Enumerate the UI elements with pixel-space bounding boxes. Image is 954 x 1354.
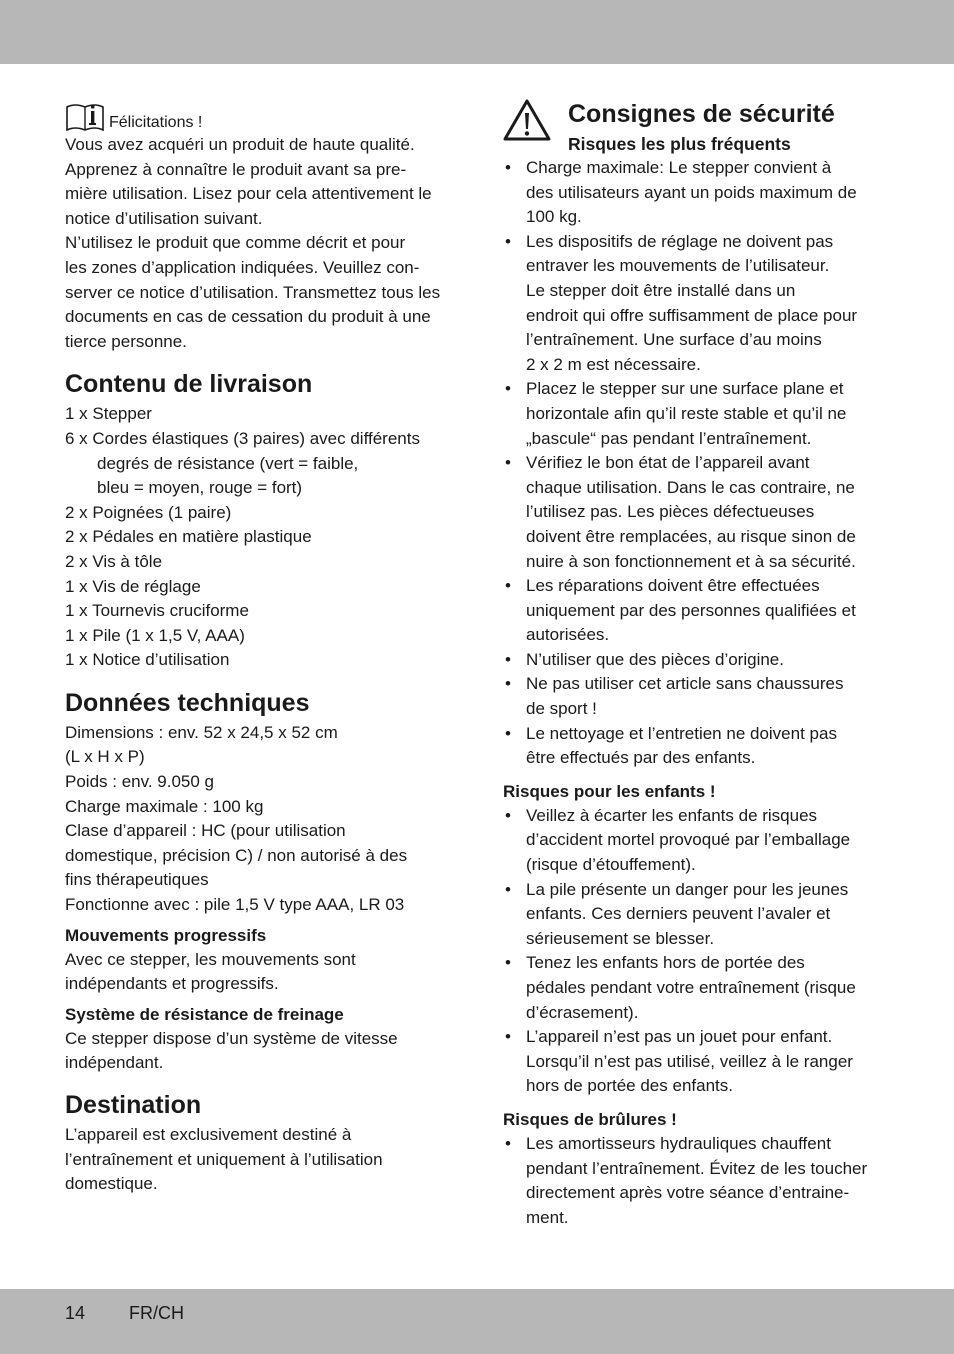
item-line: • L’appareil n’est pas un jouet pour enfant.: [526, 1027, 833, 1047]
list-item: 2 x Pédales en matière plastique: [65, 527, 312, 547]
tech-data-heading: Données techniques: [65, 688, 310, 717]
tech-line: Clase d’appareil : HC (pour utilisation: [65, 821, 346, 841]
right-column: [503, 97, 898, 1230]
list-item: 1 x Tournevis cruciforme: [65, 601, 249, 621]
list-item: 2 x Poignées (1 paire): [65, 502, 232, 522]
list-item: [503, 672, 898, 721]
list-item: bleu = moyen, rouge = fort): [97, 478, 303, 498]
item-line: endroit qui offre suffisamment de place pour: [526, 305, 858, 325]
intro-line: tierce personne.: [65, 331, 187, 351]
item-line: (risque d’étouffement).: [526, 855, 696, 875]
item-line: sérieusement se blesser.: [526, 928, 715, 948]
tech-line: Poids : env. 9.050 g: [65, 772, 215, 792]
frequent-risks-list: [503, 156, 898, 771]
item-line: l’entraînement. Une surface d’au moins: [526, 330, 822, 350]
safety-header: [503, 97, 898, 156]
list-item: degrés de résistance (vert = faible,: [97, 453, 359, 473]
item-line: de sport !: [526, 699, 597, 719]
item-line: • Les réparations doivent être effectuées: [526, 576, 820, 596]
list-item: 1 x Pile (1 x 1,5 V, AAA): [65, 625, 245, 645]
item-line: • La pile présente un danger pour les jeunes: [526, 879, 849, 899]
intro-line: documents en cas de cessation du produit à une: [65, 307, 431, 327]
children-risks-list: [503, 804, 898, 1099]
item-line: doivent être remplacées, au risque sinon de: [526, 526, 856, 546]
item-line: • Tenez les enfants hors de portée des: [526, 953, 805, 973]
item-line: des utilisateurs ayant un poids maximum de: [526, 182, 857, 202]
item-line: • Les amortisseurs hydrauliques chauffent: [526, 1133, 831, 1153]
item-line: horizontale afin qu’il reste stable et qu’il ne: [526, 403, 847, 423]
burns-risks-heading: Risques de brûlures !: [503, 1109, 677, 1129]
item-line: l’utilisez pas. Les pièces défectueuses: [526, 502, 815, 522]
item-line: uniquement par des personnes qualifiées et: [526, 600, 856, 620]
left-column: [65, 97, 455, 1197]
header-bar: [0, 0, 954, 64]
list-item: [503, 804, 898, 878]
contents-heading: Contenu de livraison: [65, 370, 313, 399]
burns-risks-list: [503, 1132, 898, 1230]
list-item: [503, 1132, 898, 1230]
tech-line: (L x H x P): [65, 747, 145, 767]
item-line: pendant l’entraînement. Évitez de les toucher: [526, 1158, 868, 1178]
list-item: [503, 451, 898, 574]
item-line: • Ne pas utiliser cet article sans chaussures: [526, 674, 844, 694]
progressive-line: indépendants et progressifs.: [65, 974, 279, 994]
braking-heading: Système de résistance de freinage: [65, 1004, 344, 1024]
destination-line: l’entraînement et uniquement à l’utilisation: [65, 1149, 383, 1169]
list-item: [503, 878, 898, 952]
frequent-risks-heading: Risques les plus fréquents: [568, 134, 791, 154]
progressive-line: Avec ce stepper, les mouvements sont: [65, 949, 356, 969]
item-line: • Veillez à écarter les enfants de risques: [526, 805, 818, 825]
list-item: 2 x Vis à tôle: [65, 551, 163, 571]
list-item: 1 x Notice d’utilisation: [65, 650, 230, 670]
tech-data-text: [65, 721, 455, 918]
intro-line: N’utilisez le produit que comme décrit et pour: [65, 233, 406, 253]
item-line: 100 kg.: [526, 207, 582, 227]
item-line: • N’utiliser que des pièces d’origine.: [526, 649, 784, 669]
locale-label: FR/CH: [129, 1303, 184, 1323]
item-line: d’écrasement).: [526, 1002, 639, 1022]
item-line: entraver les mouvements de l’utilisateur.: [526, 256, 830, 276]
item-line: • Placez le stepper sur une surface plane et: [526, 379, 844, 399]
warning-triangle-icon: [503, 99, 551, 141]
intro-line: mière utilisation. Lisez pour cela attentivement le: [65, 184, 432, 204]
item-line: 2 x 2 m est nécessaire.: [526, 354, 701, 374]
item-line: • Les dispositifs de réglage ne doivent pas: [526, 231, 834, 251]
list-item: [503, 951, 898, 1025]
item-line: directement après votre séance d’entraine-: [526, 1183, 850, 1203]
safety-titles: [568, 97, 835, 156]
item-line: • Le nettoyage et l’entretien ne doivent pas: [526, 723, 837, 743]
page-number: 14: [65, 1303, 86, 1323]
contents-list: [65, 402, 455, 673]
item-line: Le stepper doit être installé dans un: [526, 280, 796, 300]
item-line: d’accident mortel provoqué par l’emballage: [526, 830, 851, 850]
item-line: nuire à son fonctionnement et à sa sécurité.: [526, 551, 856, 571]
destination-heading: Destination: [65, 1091, 202, 1119]
intro-line: server ce notice d’utilisation. Transmettez tous les: [65, 282, 441, 302]
safety-heading: Consignes de sécurité: [568, 100, 835, 128]
list-item: [503, 648, 898, 673]
children-risks-heading: Risques pour les enfants !: [503, 781, 716, 801]
destination-line: domestique.: [65, 1174, 158, 1194]
item-line: „bascule“ pas pendant l’entraînement.: [526, 428, 812, 448]
destination-line: L’appareil est exclusivement destiné à: [65, 1125, 352, 1144]
item-line: enfants. Ces derniers peuvent l’avaler et: [526, 904, 831, 924]
item-line: pédales pendant votre entraînement (risque: [526, 978, 856, 997]
progressive-heading: Mouvements progressifs: [65, 925, 267, 945]
item-line: • Vérifiez le bon état de l’appareil avant: [526, 453, 810, 473]
item-line: autorisées.: [526, 625, 610, 645]
list-item: [503, 1025, 898, 1099]
item-line: • Charge maximale: Le stepper convient à: [526, 158, 832, 177]
item-line: chaque utilisation. Dans le cas contraire, ne: [526, 477, 855, 497]
item-line: ment.: [526, 1207, 569, 1227]
list-item: [503, 156, 898, 230]
tech-line: fins thérapeutiques: [65, 870, 209, 890]
list-item: 1 x Stepper: [65, 404, 152, 424]
tech-line: Dimensions : env. 52 x 24,5 x 52 cm: [65, 722, 338, 742]
item-line: Lorsqu’il n’est pas utilisé, veillez à le ranger: [526, 1051, 853, 1071]
item-line: hors de portée des enfants.: [526, 1076, 733, 1096]
intro-text: [65, 133, 455, 354]
tech-line: domestique, précision C) / non autorisé à des: [65, 845, 408, 865]
list-item: 6 x Cordes élastiques (3 paires) avec différents: [65, 428, 420, 448]
intro-line: Apprenez à connaître le produit avant sa pre-: [65, 159, 407, 179]
list-item: [503, 230, 898, 378]
destination-text: [65, 1123, 455, 1197]
intro-line: Vous avez acquéri un produit de haute qualité.: [65, 135, 415, 154]
list-item: [503, 574, 898, 648]
braking-line: Ce stepper dispose d’un système de vitesse: [65, 1028, 398, 1048]
info-notice: [65, 97, 455, 133]
tech-line: Fonctionne avec : pile 1,5 V type AAA, LR 03: [65, 895, 405, 915]
item-line: être effectués par des enfants.: [526, 748, 756, 768]
list-item: 1 x Vis de réglage: [65, 576, 201, 596]
list-item: [503, 722, 898, 771]
info-label: Félicitations !: [109, 114, 203, 131]
info-book-icon: [65, 101, 105, 133]
intro-line: les zones d’application indiquées. Veuillez con-: [65, 257, 420, 277]
braking-line: indépendant.: [65, 1053, 164, 1073]
list-item: [503, 377, 898, 451]
intro-line: notice d’utilisation suivant.: [65, 208, 263, 228]
tech-line: Charge maximale : 100 kg: [65, 796, 264, 816]
